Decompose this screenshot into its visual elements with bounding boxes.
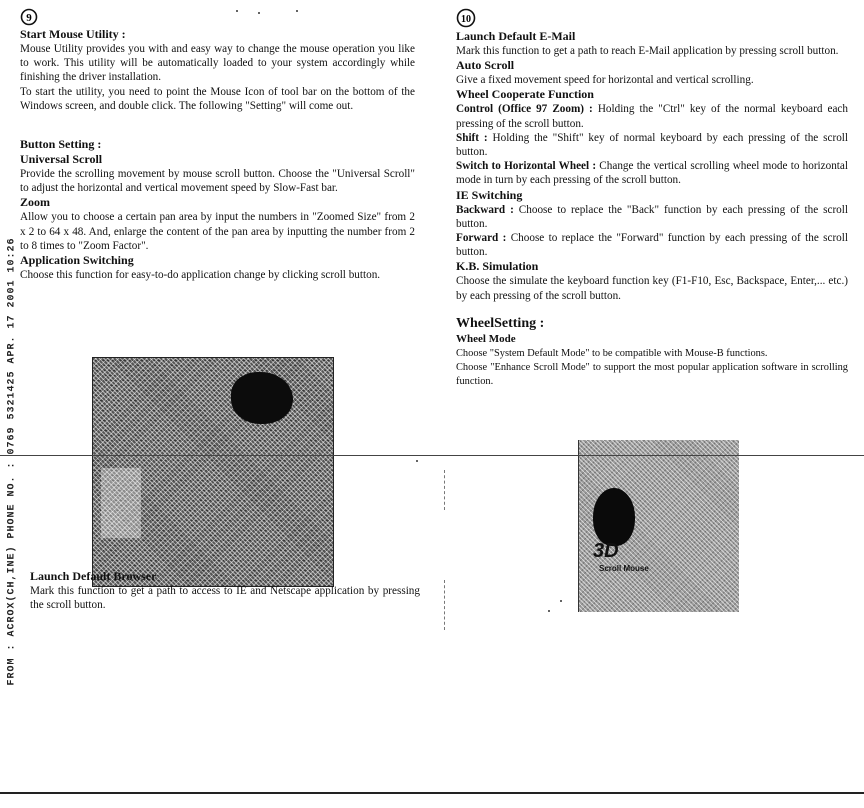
fax-header xyxy=(2,0,20,700)
launch-browser-heading: Launch Default Browser xyxy=(30,569,157,583)
control-heading: Control (Office 97 Zoom) : xyxy=(456,103,593,116)
switch-item xyxy=(456,159,848,187)
left-column xyxy=(20,8,415,282)
page-number-left xyxy=(20,8,415,26)
launch-browser-text: Mark this function to get a path to access to IE and Netscape application by pressing the scroll button. xyxy=(30,585,420,612)
page-number-circle-icon xyxy=(20,8,38,26)
screenshot-dark-region xyxy=(231,372,293,424)
mouse-logo-3d: 3D xyxy=(593,540,619,562)
control-text: Holding the "Ctrl" key of the normal keyboard each pressing of the scroll button. xyxy=(456,103,848,130)
application-switching-text: Choose this function for easy-to-do application change by clicking scroll button. xyxy=(20,269,381,282)
wheel-mode-line-2: Choose "Enhance Scroll Mode" to support the most popular application software in scrolling function. xyxy=(456,362,848,388)
forward-item xyxy=(456,231,848,259)
shift-text: Holding the "Shift" key of normal keyboard by each pressing of the scroll button. xyxy=(456,131,849,159)
universal-scroll-heading: Universal Scroll xyxy=(20,152,103,167)
svg-text:9: 9 xyxy=(26,12,32,24)
intro-paragraph-2: To start the utility, you need to point the Mouse Icon of tool bar on the bottom of the Windows screen, and double click. The following "Setting" will come out. xyxy=(20,85,415,112)
application-switching-heading: Application Switching xyxy=(20,253,134,268)
scroll-mouse-image xyxy=(578,440,739,612)
switch-heading: Switch to Horizontal Wheel : xyxy=(456,160,597,173)
control-item xyxy=(456,102,848,130)
wheel-mode-line-1: Choose "System Default Mode" to be compatible with Mouse-B functions. xyxy=(456,347,768,359)
backward-text: Choose to replace the "Back" function by each pressing of the scroll button. xyxy=(456,203,848,230)
zoom-heading: Zoom xyxy=(20,195,50,210)
scan-speck xyxy=(296,10,298,12)
switch-text: Change the vertical scrolling wheel mode to horizontal mode in turn by each pressing of the scroll button. xyxy=(456,160,848,187)
wheel-mode-heading: Wheel Mode xyxy=(456,332,516,345)
scan-speck xyxy=(258,12,260,14)
wheel-cooperate-heading: Wheel Cooperate Function xyxy=(456,87,594,102)
scan-speck xyxy=(548,610,550,612)
launch-browser-section xyxy=(30,569,420,612)
right-column xyxy=(456,8,848,389)
auto-scroll-text: Give a fixed movement speed for horizontal and vertical scrolling. xyxy=(456,74,754,87)
zoom-text: Allow you to choose a certain pan area by input the numbers in "Zoomed Size" from 2 x 2 to 64 x 48. And, enlarge the content of the pan area by inputting the number from 2 to 8 times to "Zoom Factor". xyxy=(20,211,415,252)
shift-heading: Shift : xyxy=(456,131,488,144)
launch-email-heading: Launch Default E-Mail xyxy=(456,29,576,43)
wheel-setting-heading: WheelSetting : xyxy=(456,315,545,331)
shift-item xyxy=(456,131,848,159)
button-setting-heading: Button Setting : xyxy=(20,137,102,152)
launch-email-text: Mark this function to get a path to reach E-Mail application by pressing scroll button. xyxy=(456,45,839,57)
mouse-silhouette xyxy=(593,488,635,546)
fax-header-text: FROM : ACROX(CH,INE) PHONE NO. : 0769 5321425 APR. 17 2001 10:26 xyxy=(6,237,18,686)
scan-speck xyxy=(560,600,562,602)
section-title-start-mouse-utility: Start Mouse Utility : xyxy=(20,27,126,41)
page-bottom-edge xyxy=(0,792,864,794)
intro-paragraph-1: Mouse Utility provides you with and easy way to change the mouse operation you like to work. This utility will be automatically loaded to your system accordingly while finishing the driver installation. xyxy=(20,43,415,84)
center-divider-lower xyxy=(444,580,445,630)
scan-speck xyxy=(416,460,418,462)
kb-simulation-heading: K.B. Simulation xyxy=(456,259,539,274)
ie-switching-heading: IE Switching xyxy=(456,187,523,202)
universal-scroll-text: Provide the scrolling movement by mouse scroll button. Choose the "Universal Scroll" to adjust the horizontal and vertical movement speed by Slow-Fast bar. xyxy=(20,168,415,195)
forward-heading: Forward : xyxy=(456,232,507,245)
scan-speck xyxy=(236,10,238,12)
forward-text: Choose to replace the "Forward" function by each pressing of the scroll button. xyxy=(456,232,848,259)
svg-text:10: 10 xyxy=(461,14,471,25)
settings-screenshot-image xyxy=(92,357,334,587)
backward-heading: Backward : xyxy=(456,203,514,216)
mouse-logo-caption: Scroll Mouse xyxy=(599,564,649,573)
kb-simulation-text: Choose the simulate the keyboard function key (F1-F10, Esc, Backspace, Enter,... etc.) by each pressing of the scroll button. xyxy=(456,275,848,302)
page-number-circle-icon xyxy=(456,8,476,28)
fold-line xyxy=(0,455,864,456)
center-divider-upper xyxy=(444,470,445,510)
auto-scroll-heading: Auto Scroll xyxy=(456,58,515,73)
screenshot-panel xyxy=(101,468,141,538)
page-number-right xyxy=(456,8,848,28)
backward-item xyxy=(456,203,848,231)
